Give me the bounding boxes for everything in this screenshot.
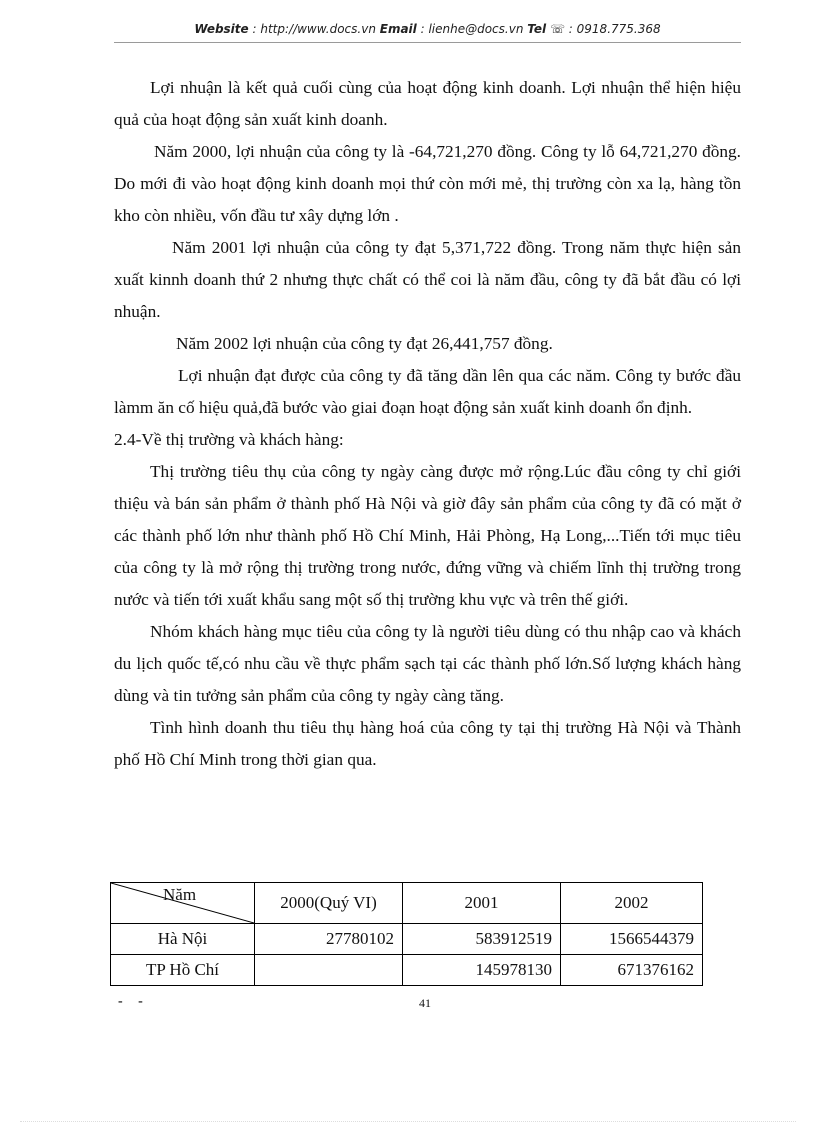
page-header (114, 22, 741, 36)
paragraph-customers: Nhóm khách hàng mục tiêu của công ty là người tiêu dùng có thu nhập cao và khách du lịch quốc tế,có nhu cầu về thực phẩm sạch tại các thành phố lớn.Số lượng khách hàng dùng và tin tưởng sản phẩm của công ty ngày càng tăng. (114, 622, 741, 705)
table-row-label: Hà Nội (111, 924, 255, 955)
paragraph-profit-2002: Năm 2002 lợi nhuận của công ty đạt 26,441,757 đồng. (176, 334, 553, 353)
phone-icon: ☏ (549, 22, 565, 36)
table-row-label: TP Hồ Chí (111, 955, 255, 986)
paragraph-profit-2001: Năm 2001 lợi nhuận của công ty đạt 5,371,722 đồng. Trong năm thực hiện sản xuất kinnh doanh thứ 2 nhưng thực chất có thể coi là năm đầu, công ty đã bắt đầu có lợi nhuận. (114, 238, 741, 321)
table-cell: 583912519 (403, 924, 561, 955)
table-corner-cell (111, 883, 255, 924)
table-header-cell: 2000(Quý VI) (255, 883, 403, 924)
page-bottom-border (20, 1121, 796, 1122)
table-cell: 145978130 (403, 955, 561, 986)
table-row (111, 924, 703, 955)
table-cell (255, 955, 403, 986)
footer-marks: - - (118, 994, 149, 1009)
email-label: Email (379, 22, 417, 36)
table-header-row (111, 883, 703, 924)
paragraph-profit-2000: Năm 2000, lợi nhuận của công ty là -64,721,270 đồng. Công ty lỗ 64,721,270 đồng. Do mới đi vào hoạt động kinh doanh mọi thứ còn mới mẻ, thị trường còn xa lạ, hàng tồn kho còn nhiều, vốn đầu tư xây dựng lớn . (114, 142, 741, 225)
section-heading-market: 2.4-Về thị trường và khách hàng: (114, 430, 344, 449)
paragraph-profit-intro: Lợi nhuận là kết quả cuối cùng của hoạt động kinh doanh. Lợi nhuận thể hiện hiệu quả của hoạt động sản xuất kinh doanh. (114, 78, 741, 129)
paragraph-revenue-intro: Tình hình doanh thu tiêu thụ hàng hoá của công ty tại thị trường Hà Nội và Thành phố Hồ Chí Minh trong thời gian qua. (114, 718, 741, 769)
page-number: 41 (419, 996, 431, 1010)
table-header-cell: 2001 (403, 883, 561, 924)
table-corner-label: Năm (163, 885, 197, 904)
table-cell: 671376162 (561, 955, 703, 986)
revenue-table (110, 882, 703, 986)
table-cell: 1566544379 (561, 924, 703, 955)
website-value: : http://www.docs.vn (248, 22, 380, 36)
table-row (111, 955, 703, 986)
email-value: : lienhe@docs.vn (416, 22, 528, 36)
tel-value: : 0918.775.368 (564, 22, 661, 36)
document-body (114, 72, 741, 776)
table-header-cell: 2002 (561, 883, 703, 924)
tel-label: Tel (527, 22, 547, 36)
paragraph-profit-trend: Lợi nhuận đạt được của công ty đã tăng dần lên qua các năm. Công ty bước đầu làmm ăn cố hiệu quả,đã bước vào giai đoạn hoạt động sản xuất kinh doanh ổn định. (114, 366, 741, 417)
paragraph-market: Thị trường tiêu thụ của công ty ngày càng được mở rộng.Lúc đầu công ty chỉ giới thiệu và bán sản phẩm ở thành phố Hà Nội và giờ đây sản phẩm của công ty đã có mặt ở các thành phố lớn như thành phố Hồ Chí Minh, Hải Phòng, Hạ Long,...Tiến tới mục tiêu của công ty là mở rộng thị trường trong nước, đứng vững và chiếm lĩnh thị trường trong nước và tiến tới xuất khẩu sang một số thị trường khu vực và trên thế giới. (114, 462, 741, 609)
table-cell: 27780102 (255, 924, 403, 955)
website-label: Website (194, 22, 249, 36)
header-divider (114, 42, 741, 43)
